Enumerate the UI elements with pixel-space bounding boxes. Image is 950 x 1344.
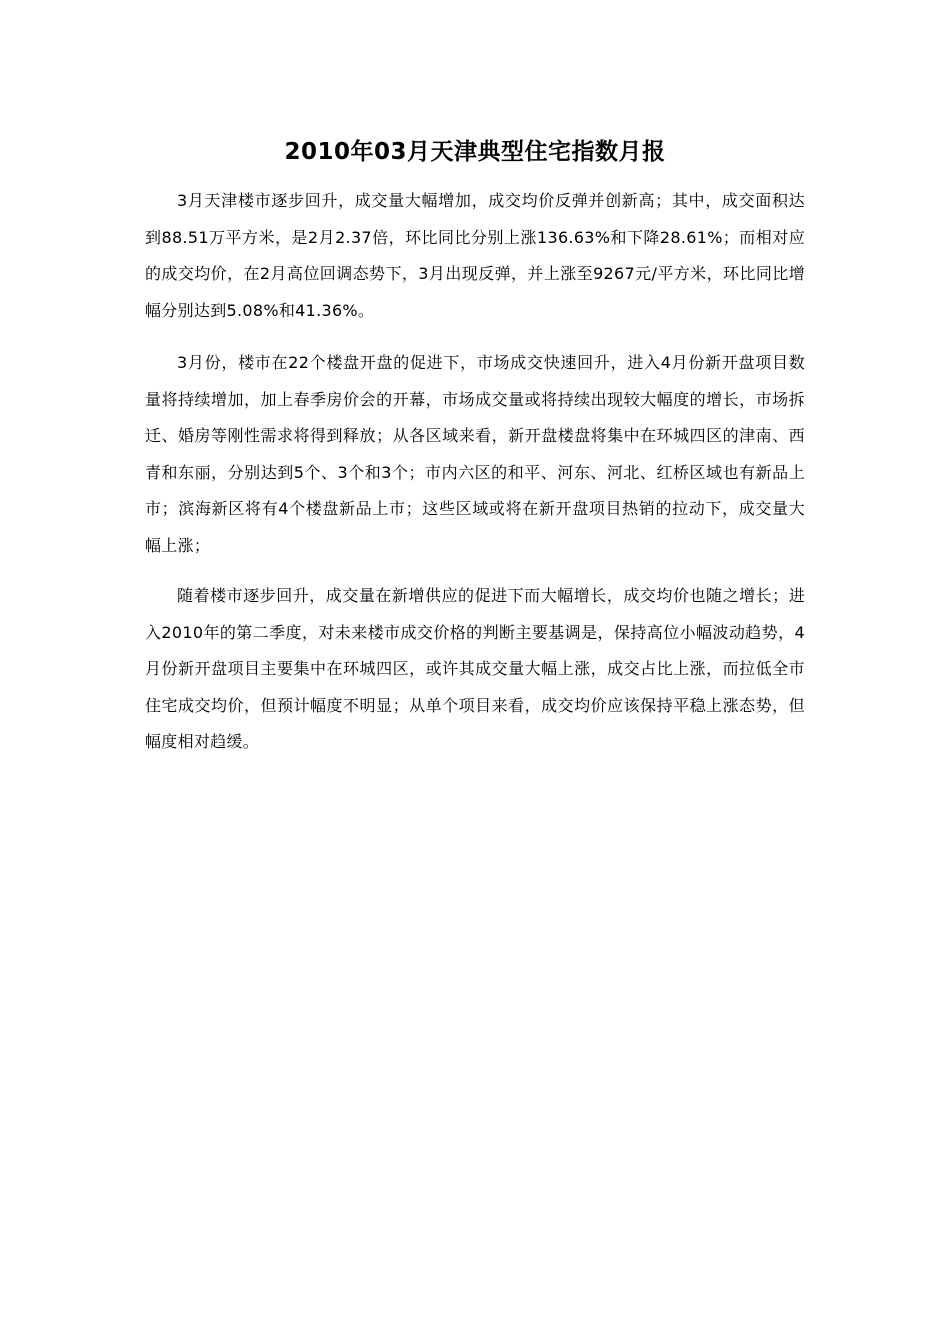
paragraph-text: 随着楼市逐步回升，成交量在新增供应的促进下而大幅增长，成交均价也随之增长；进入2010年的第二季度，对未来楼市成交价格的判断主要基调是，保持高位小幅波动趋势，4月份新开盘项目主要集中在环城四区，或许其成交量大幅上涨，成交占比上涨，而拉低全市住宅成交均价，但预计幅度不明显；从单个项目来看，成交均价应该保持平稳上涨态势，但幅度相对趋缓。 — [145, 586, 805, 752]
paragraph-3 — [145, 578, 805, 761]
paragraph-text: 3月天津楼市逐步回升，成交量大幅增加，成交均价反弹并创新高；其中，成交面积达到88.51万平方米，是2月2.37倍，环比同比分别上涨136.63%和下降28.61%；而相对应的成交均价，在2月高位回调态势下，3月出现反弹，并上涨至9267元/平方米，环比同比增幅分别达到5.08%和41.36%。 — [145, 191, 805, 320]
paragraph-text: 3月份，楼市在22个楼盘开盘的促进下，市场成交快速回升，进入4月份新开盘项目数量将持续增加，加上春季房价会的开幕，市场成交量或将持续出现较大幅度的增长，市场拆迁、婚房等刚性需求将得到释放；从各区域来看，新开盘楼盘将集中在环城四区的津南、西青和东丽，分别达到5个、3个和3个；市内六区的和平、河东、河北、红桥区域也有新品上市；滨海新区将有4个楼盘新品上市；这些区域或将在新开盘项目热销的拉动下，成交量大幅上涨； — [145, 353, 805, 555]
document-title: 2010年03月天津典型住宅指数月报 — [284, 139, 666, 165]
paragraph-1 — [145, 183, 805, 329]
paragraph-2 — [145, 345, 805, 565]
